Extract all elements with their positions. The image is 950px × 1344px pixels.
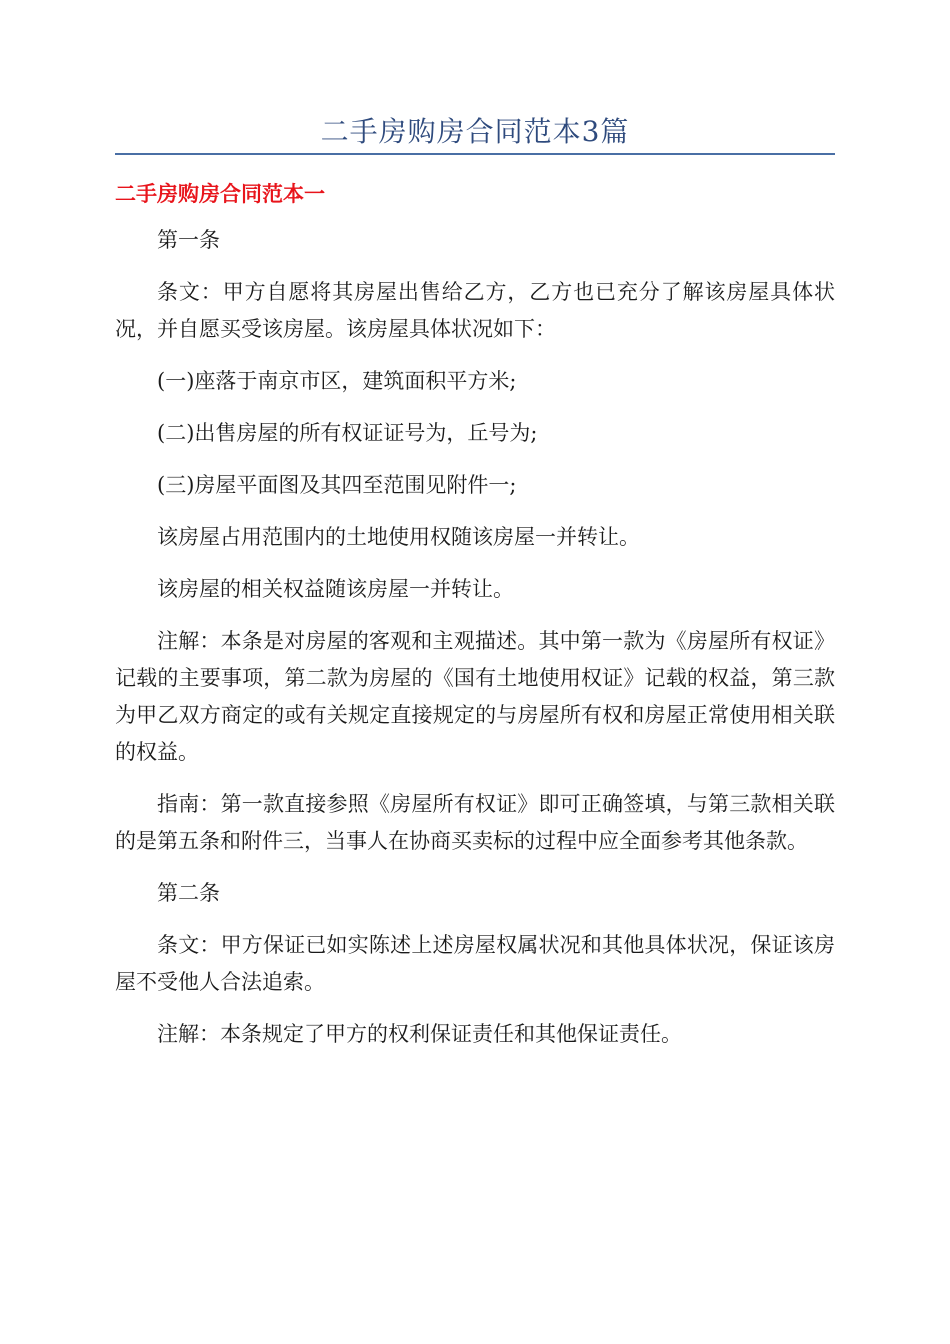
paragraph-item-2: (二)出售房屋的所有权证证号为，丘号为; [157,421,538,445]
body-text [115,222,835,1068]
paragraph-clause-text-2: 条文：甲方保证已如实陈述上述房屋权属状况和其他具体状况，保证该房屋不受他人合法追索。 [115,933,835,994]
paragraph-annotation-2: 注解：本条规定了甲方的权利保证责任和其他保证责任。 [157,1022,682,1046]
paragraph-article-1: 第一条 [157,228,220,252]
paragraph-guide-1: 指南：第一款直接参照《房屋所有权证》即可正确签填，与第三款相关联的是第五条和附件三，当事人在协商买卖标的过程中应全面参考其他条款。 [115,792,835,853]
paragraph-item-3: (三)房屋平面图及其四至范围见附件一; [157,473,517,497]
paragraph-article-2: 第二条 [157,881,220,905]
document-title: 二手房购房合同范本3篇 [320,115,630,148]
paragraph-rights: 该房屋的相关权益随该房屋一并转让。 [157,577,514,601]
paragraph-item-1: (一)座落于南京市区，建筑面积平方米; [157,369,517,393]
paragraph-land-use: 该房屋占用范围内的土地使用权随该房屋一并转让。 [157,525,640,549]
title-underline [115,153,835,155]
paragraph-annotation-1: 注解：本条是对房屋的客观和主观描述。其中第一款为《房屋所有权证》记载的主要事项，第二款为房屋的《国有土地使用权证》记载的权益，第三款为甲乙双方商定的或有关规定直接规定的与房屋所有权和房屋正常使用相关联的权益。 [115,629,835,764]
section-heading: 二手房购房合同范本一 [115,182,325,206]
paragraph-clause-text-1: 条文：甲方自愿将其房屋出售给乙方，乙方也已充分了解该房屋具体状况，并自愿买受该房屋。该房屋具体状况如下： [115,280,835,341]
